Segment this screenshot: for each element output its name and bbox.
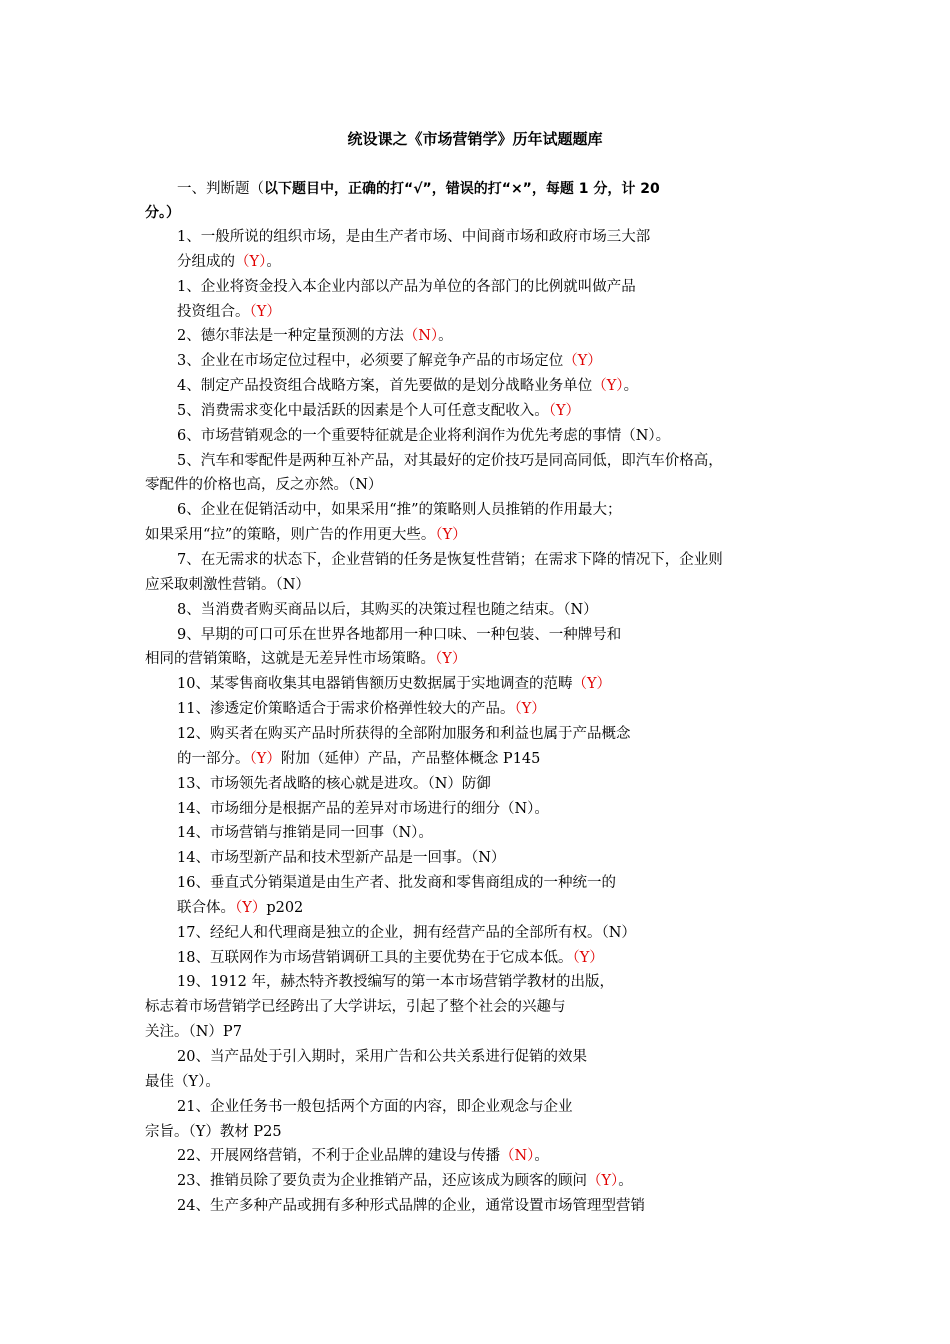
question-line: 16、垂直式分销渠道是由生产者、批发商和零售商组成的一种统一的 bbox=[177, 875, 616, 891]
question-line: 4、制定产品投资组合战略方案，首先要做的是划分战略业务单位（Y）。 bbox=[177, 378, 639, 394]
question-line: 11、渗透定价策略适合于需求价格弹性较大的产品。（Y） bbox=[177, 701, 546, 717]
question-line: 5、消费需求变化中最活跃的因素是个人可任意支配收入。（Y） bbox=[177, 403, 581, 419]
question-line: 2、德尔菲法是一种定量预测的方法（N）。 bbox=[177, 328, 453, 344]
question-line: 24、生产多种产品或拥有多种形式品牌的企业，通常设置市场管理型营销 bbox=[177, 1198, 645, 1214]
section-heading-instruction: 以下题目中，正确的打“√”，错误的打“×”，每题 1 分，计 20 bbox=[264, 181, 660, 197]
question-line: 14、市场细分是根据产品的差异对市场进行的细分（N）。 bbox=[177, 801, 549, 817]
question-line: 21、企业任务书一般包括两个方面的内容，即企业观念与企业 bbox=[177, 1099, 573, 1115]
question-line: 相同的营销策略，这就是无差异性市场策略。（Y） bbox=[145, 651, 467, 667]
question-line: 投资组合。（Y） bbox=[177, 304, 281, 320]
section-heading-continuation: 分。） bbox=[145, 205, 180, 221]
question-line: 1、一般所说的组织市场，是由生产者市场、中间商市场和政府市场三大部 bbox=[177, 229, 651, 245]
question-line: 的一部分。（Y）附加（延伸）产品，产品整体概念 P145 bbox=[177, 751, 541, 767]
question-line: 12、购买者在购买产品时所获得的全部附加服务和利益也属于产品概念 bbox=[177, 726, 631, 742]
question-line: 10、某零售商收集其电器销售额历史数据属于实地调查的范畴（Y） bbox=[177, 676, 612, 692]
question-line: 标志着市场营销学已经跨出了大学讲坛，引起了整个社会的兴趣与 bbox=[145, 999, 566, 1015]
question-line: 6、企业在促销活动中，如果采用“推”的策略则人员推销的作用最大； bbox=[177, 502, 622, 518]
question-line: 14、市场营销与推销是同一回事（N）。 bbox=[177, 825, 433, 841]
question-line: 17、经纪人和代理商是独立的企业，拥有经营产品的全部所有权。（N） bbox=[177, 925, 636, 941]
question-line: 联合体。（Y）p202 bbox=[177, 900, 304, 916]
question-line: 零配件的价格也高，反之亦然。（N） bbox=[145, 477, 383, 493]
question-line: 关注。（N）P7 bbox=[145, 1024, 242, 1040]
question-line: 分组成的（Y）。 bbox=[177, 254, 281, 270]
question-line: 19、1912 年，赫杰特齐教授编写的第一本市场营销学教材的出版， bbox=[177, 974, 614, 990]
question-line: 14、市场型新产品和技术型新产品是一回事。（N） bbox=[177, 850, 506, 866]
question-line: 应采取刺激性营销。（N） bbox=[145, 577, 310, 593]
document-title: 统设课之《市场营销学》历年试题题库 bbox=[347, 130, 603, 148]
question-line: 宗旨。（Y）教材 P25 bbox=[145, 1124, 282, 1140]
question-line: 1、企业将资金投入本企业内部以产品为单位的各部门的比例就叫做产品 bbox=[177, 279, 636, 295]
question-line: 如果采用“拉”的策略，则广告的作用更大些。（Y） bbox=[145, 527, 467, 543]
question-line: 20、当产品处于引入期时，采用广告和公共关系进行促销的效果 bbox=[177, 1049, 587, 1065]
section-heading bbox=[177, 177, 660, 198]
section-heading-prefix: 一、判断题（ bbox=[177, 181, 264, 197]
question-line: 9、早期的可口可乐在世界各地都用一种口味、一种包装、一种牌号和 bbox=[177, 627, 622, 643]
question-line: 13、市场领先者战略的核心就是进攻。（N）防御 bbox=[177, 776, 491, 792]
question-line: 23、推销员除了要负责为企业推销产品，还应该成为顾客的顾问（Y）。 bbox=[177, 1173, 633, 1189]
question-line: 3、企业在市场定位过程中，必须要了解竞争产品的市场定位（Y） bbox=[177, 353, 602, 369]
question-line: 8、当消费者购买商品以后，其购买的决策过程也随之结束。（N） bbox=[177, 602, 598, 618]
question-line: 6、市场营销观念的一个重要特征就是企业将利润作为优先考虑的事情（N）。 bbox=[177, 428, 671, 444]
question-line: 7、在无需求的状态下，企业营销的任务是恢复性营销；在需求下降的情况下，企业则 bbox=[177, 552, 723, 568]
question-line: 18、互联网作为市场营销调研工具的主要优势在于它成本低。（Y） bbox=[177, 950, 604, 966]
question-line: 最佳（Y）。 bbox=[145, 1074, 220, 1090]
question-line: 22、开展网络营销，不利于企业品牌的建设与传播（N）。 bbox=[177, 1148, 549, 1164]
question-line: 5、汽车和零配件是两种互补产品，对其最好的定价技巧是同高同低，即汽车价格高， bbox=[177, 453, 723, 469]
